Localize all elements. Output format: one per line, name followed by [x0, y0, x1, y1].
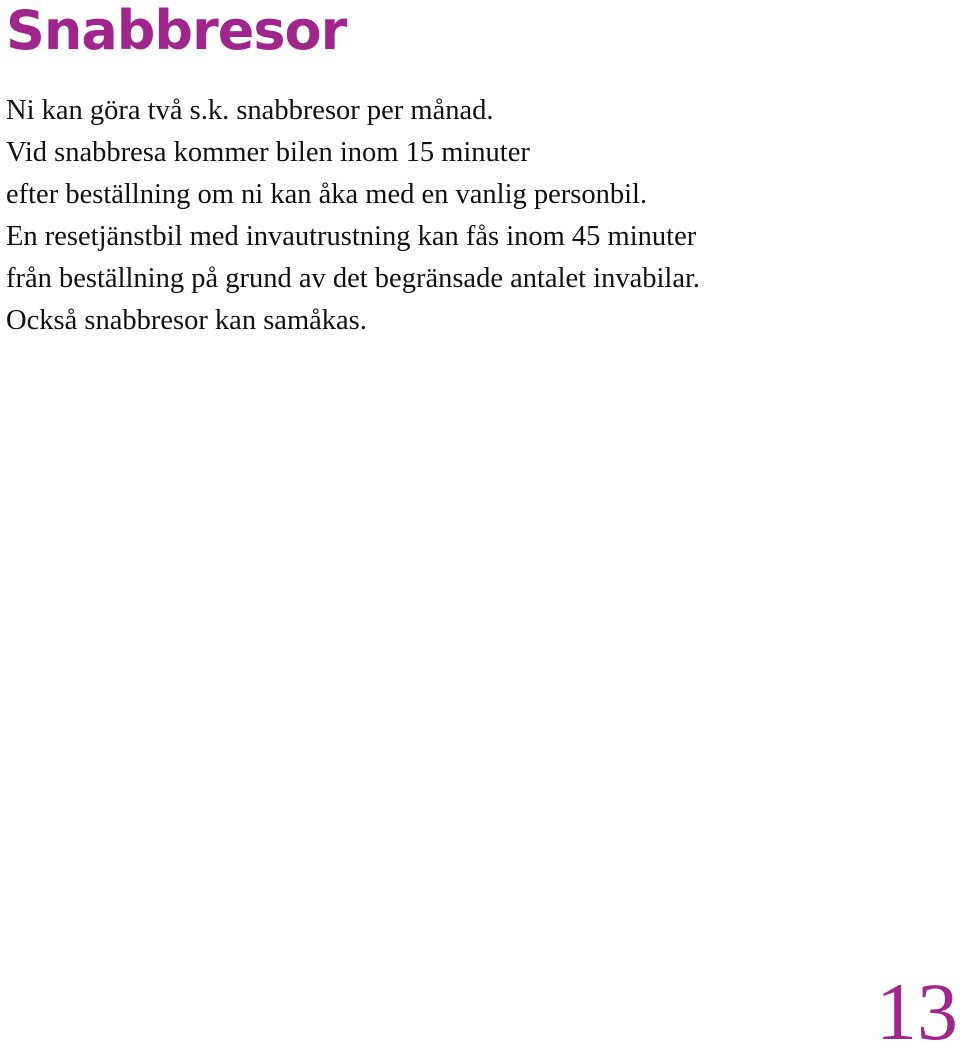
body-text: [6, 90, 956, 342]
body-line: Också snabbresor kan samåkas.: [6, 305, 367, 336]
page-title: Snabbresor: [6, 0, 347, 62]
body-line: Ni kan göra två s.k. snabbresor per månad.: [6, 95, 494, 126]
body-line: Vid snabbresa kommer bilen inom 15 minuter: [6, 137, 530, 168]
page-number: 13: [876, 966, 958, 1057]
body-line: efter beställning om ni kan åka med en vanlig personbil.: [6, 179, 648, 210]
body-line: En resetjänstbil med invautrustning kan fås inom 45 minuter: [6, 221, 697, 252]
body-line: från beställning på grund av det begränsade antalet invabilar.: [6, 263, 701, 294]
